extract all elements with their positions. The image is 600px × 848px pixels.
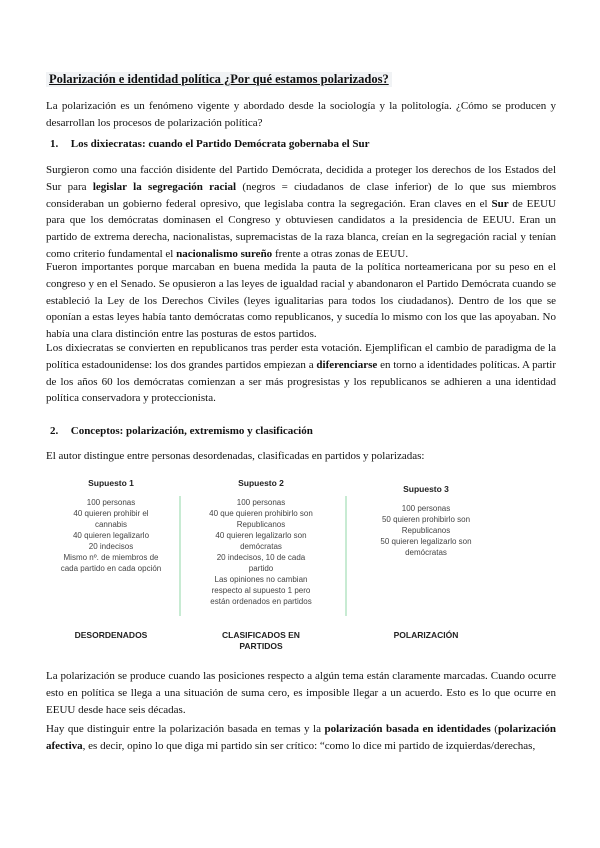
text-run: en torno a identidades políticas. A partir de los años 60 los demócratas comienzan a ser más progresistas y los republicanos se adhieren a una identidad política conservadora y proteccionista. bbox=[46, 358, 556, 405]
section-1-title: Los dixiecratas: cuando el Partido Demócrata gobernaba el Sur bbox=[70, 138, 370, 150]
supuesto-1-title: Supuesto 1 bbox=[88, 478, 134, 488]
text-run: de EEUU para que los demócratas dominasen el Congreso y obtuviesen candidatos a la presidencia de EEUU. Eran un partido de extrema derecha, nacionalistas, supremacistas de la raza blanca, creían en la segregación racial y tenían como criterio fundamental el bbox=[46, 197, 556, 260]
section-1-heading bbox=[46, 138, 370, 150]
figure-divider bbox=[345, 496, 347, 616]
text-run: ( bbox=[490, 723, 498, 735]
section-1-paragraph-2: Fueron importantes porque marcaban en buena medida la pauta de la política norteamericana por su peso en el congreso y en el Senado. Se opusieron a las leyes de igualdad racial y abandonaron el Partido Demócrata cuando se estableció la Ley de los Derechos Civiles (leyes igualitarias para todos los ciudadanos). Dentro de los que se oponían a estas leyes había tanto demócratas como republicanos, y sucedía lo mismo con los que las apoyaban. No había una clara distinción entre las posturas de estos partidos. bbox=[46, 261, 556, 341]
supuesto-3-text: 100 personas 50 quieren prohibirlo son Republicanos 50 quieren legalizarlo son demócratas bbox=[380, 504, 472, 557]
text-run: frente a otras zonas de EEUU. bbox=[272, 247, 409, 260]
section-2-paragraph-1: El autor distingue entre personas desordenadas, clasificadas en partidos y polarizadas: bbox=[46, 450, 425, 462]
section-1-paragraph-3 bbox=[46, 340, 556, 407]
supuesto-2-title: Supuesto 2 bbox=[238, 478, 284, 488]
supuesto-2-column bbox=[186, 478, 336, 607]
text-run: Surgieron como una facción disidente del Partido Demócrata, decidida a proteger los derechos de los Estados del Sur para bbox=[46, 164, 556, 193]
text-run: Los dixiecratas se convierten en republicanos tras perder esta votación. Ejemplifican el cambio de paradigma de la política estadounidense: los dos grandes partidos empiezan a bbox=[46, 342, 556, 371]
supuesto-1-text: 100 personas 40 quieren prohibir el cannabis 40 quieren legalizarlo 20 indecisos Mismo nº. de miembros de cada partido en cada opción bbox=[60, 498, 162, 573]
section-1-number: 1. bbox=[50, 138, 59, 150]
supuesto-3-title: Supuesto 3 bbox=[403, 484, 449, 494]
section-1-paragraph-1 bbox=[46, 162, 556, 263]
supuesto-3-footer: POLARIZACIÓN bbox=[393, 630, 459, 640]
supuestos-figure bbox=[46, 472, 556, 650]
supuesto-2-footer: CLASIFICADOS EN PARTIDOS bbox=[222, 630, 300, 651]
text-run: Hay que distinguir entre la polarización basada en temas y la bbox=[46, 723, 325, 735]
supuesto-2-text: 100 personas 40 que quieren prohibirlo son Republicanos 40 quieren legalizarlo son demócratas 20 indecisos, 10 de cada partido Las opiniones no cambian respecto al supuesto 1 pero están ordenados en partidos bbox=[209, 498, 313, 606]
supuesto-1-column bbox=[46, 478, 176, 574]
figure-divider bbox=[179, 496, 181, 616]
text-run: (negros = ciudadanos de clase inferior) de lo que sus miembros consideraban un gobierno federal opresivo, que legislaba contra la segregación. Eran claves en el bbox=[46, 180, 556, 210]
section-2-title: Conceptos: polarización, extremismo y clasificación bbox=[70, 425, 313, 437]
bold-text: legislar la segregación racial bbox=[92, 180, 237, 193]
bold-text: diferenciarse bbox=[316, 358, 378, 371]
bold-text: nacionalismo sureño bbox=[176, 247, 273, 260]
supuesto-3-column bbox=[351, 484, 501, 558]
bold-text: polarización basada en identidades bbox=[324, 723, 491, 735]
document-title: Polarización e identidad política ¿Por qué estamos polarizados? bbox=[46, 72, 392, 87]
intro-paragraph: La polarización es un fenómeno vigente y abordado desde la sociología y la politología. ¿Cómo se producen y desarrollan los procesos de polarización política? bbox=[46, 100, 556, 129]
bold-text: polarización afectiva bbox=[46, 723, 556, 752]
section-2-number: 2. bbox=[50, 425, 59, 437]
section-2-paragraph-2: La polarización se produce cuando las posiciones respecto a algún tema están claramente marcadas. Cuando ocurre esto en política se llega a una situación de suma cero, es imposible llegar a un acuerdo. Esto es lo que ocurre en EEUU desde hace seis décadas. bbox=[46, 670, 556, 716]
text-run: , es decir, opino lo que diga mi partido sin ser crítico: “como lo dice mi partido de izquierdas/derechas, bbox=[82, 739, 536, 752]
section-2-heading bbox=[46, 425, 313, 437]
section-2-paragraph-3 bbox=[46, 721, 556, 755]
bold-text: Sur bbox=[491, 197, 509, 210]
supuesto-1-footer: DESORDENADOS bbox=[74, 630, 148, 640]
